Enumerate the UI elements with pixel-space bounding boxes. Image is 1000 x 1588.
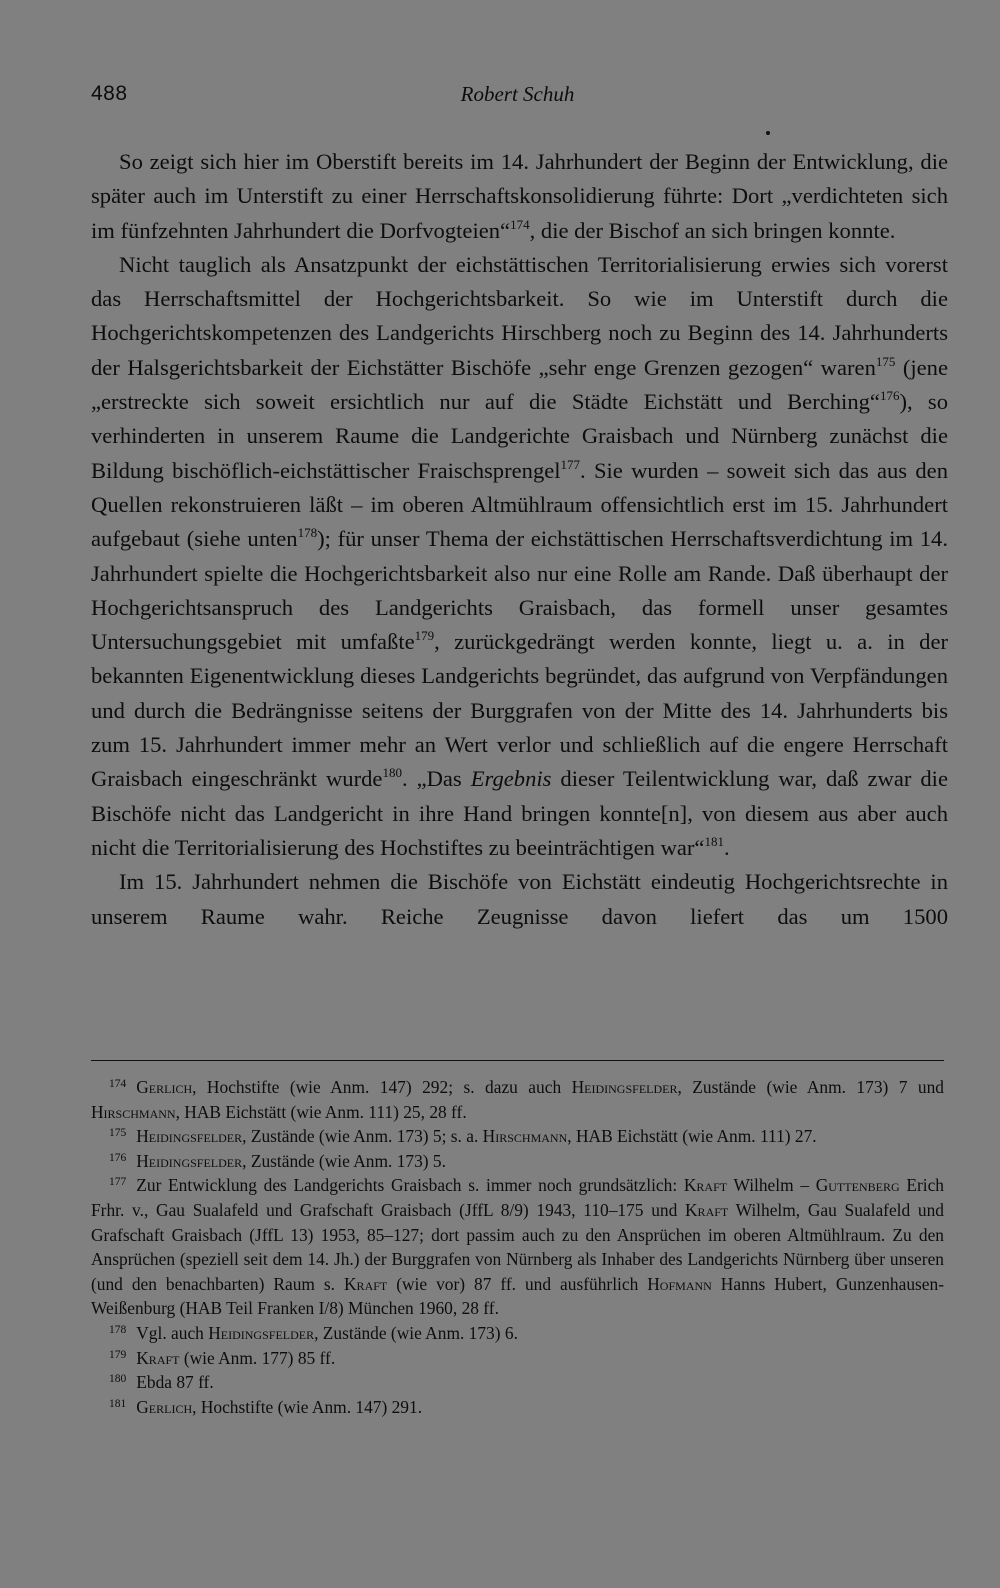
footnote-number: 181 (109, 1397, 127, 1410)
text-run: ), so verhinderten in unserem Raume die Landgerichte Graisbach und Nürnberg zunächst die Bildung bischöflich-eichstättischer Fraischsprengel (91, 389, 948, 483)
text-run: (wie Anm. 177) 85 ff. (179, 1347, 336, 1368)
text-run: dieser Teilentwicklung war, daß zwar die Bischöfe nicht das Landgericht in ihre Hand bringen konnte[n], von diesem aus aber auch nicht die Territorialisierung des Hochstiftes zu beeinträchtigen war“ (91, 766, 948, 860)
text-run: , zurückgedrängt werden konnte, liegt u. a. in der bekannten Eigenentwicklung dieses Landgerichts begründet, das aufgrund von Verpfändungen und durch die Bedrängnisse seitens der Burggrafen von der Mitte des 14. Jahrhunderts bis zum 15. Jahrhundert immer mehr an Wert verlor und schließlich auf die engere Herrschaft Graisbach eingeschränkt wurde (91, 629, 948, 792)
text-run: , HAB Eichstätt (wie Anm. 111) 25, 28 ff. (175, 1101, 467, 1122)
author-name: Hirschmann (91, 1101, 176, 1122)
footnote (91, 1346, 944, 1371)
text-run: . (723, 834, 730, 860)
footnote-number: 176 (109, 1151, 127, 1164)
text-run: , Hochstifte (wie Anm. 147) 292; s. dazu auch (192, 1077, 572, 1097)
footnote-ref: 177 (560, 456, 581, 472)
text-run: (wie vor) 87 ff. und ausführlich (387, 1273, 648, 1294)
footnote-number: 174 (109, 1078, 127, 1090)
author-name: Kraft (344, 1273, 388, 1294)
footnote-ref: 178 (297, 525, 318, 541)
author-name: Heidingsfelder (208, 1322, 315, 1343)
footnote-ref: 181 (704, 833, 724, 849)
author-name: Hirschmann (482, 1126, 568, 1147)
paragraph (91, 865, 948, 934)
text-run: . „Das (401, 766, 471, 792)
text-run: Hanns Hubert, Gunzenhausen-Weißenburg (HAB Teil Franken I/8) München 1960, 28 ff. (91, 1273, 944, 1319)
footnote-number: 177 (109, 1176, 127, 1189)
footnote-number: 175 (109, 1127, 127, 1140)
footnote-ref: 179 (414, 628, 435, 644)
author-name: Heidingsfelder (136, 1126, 243, 1147)
footnote (91, 1321, 944, 1346)
footnote (91, 1370, 944, 1395)
page-number: 488 (91, 82, 128, 105)
footnote (91, 1075, 944, 1124)
text-run: , HAB Eichstätt (wie Anm. 111) 27. (567, 1126, 817, 1147)
paragraph (91, 145, 948, 248)
footnote-ref: 176 (879, 388, 900, 404)
text-run: Nicht tauglich als Ansatzpunkt der eichstättischen Territorialisierung erwies sich vorerst das Herrschaftsmittel der Hochgerichtsbarkeit. So wie im Unterstift durch die Hochgerichtskompetenzen des Landgerichts Hirschberg noch zu Beginn des 14. Jahrhunderts der Halsgerichtsbarkeit der Eichstätter Bischöfe „sehr enge Grenzen gezogen“ waren (91, 251, 948, 380)
footnotes (91, 1075, 944, 1419)
text-run: Im 15. Jahrhundert nehmen die Bischöfe von Eichstätt eindeutig Hochgerichtsrechte in unserem Raume wahr. Reiche Zeugnisse davon liefert das um 1500 (91, 869, 948, 929)
text-run: Wilhelm, Gau Sualafeld und Grafschaft Graisbach (JffL 13) 1953, 85–127; dort passim auch zu den Ansprüchen im oberen Altmühlraum. Zu den Ansprüchen (speziell seit dem 14. Jh.) der Burggrafen von Nürnberg als Inhaber des Landgerichts Nürnberg über unseren (und den benachbarten) Raum s. (91, 1199, 944, 1294)
paragraph (91, 248, 948, 865)
footnote-ref: 175 (875, 353, 896, 369)
print-speck (766, 131, 770, 135)
page-header (91, 82, 944, 112)
footnote (91, 1173, 944, 1321)
text-run: Ebda 87 ff. (136, 1372, 214, 1393)
footnote (91, 1124, 944, 1149)
author-name: Heidingsfelder (136, 1150, 243, 1171)
text-run: , Zustände (wie Anm. 173) 7 und (677, 1077, 944, 1097)
text-run: Wilhelm – (727, 1175, 816, 1196)
text-run: (jene „erstreckte sich soweit ersichtlich nur auf die Städte Eichstätt und Berching“ (91, 354, 949, 415)
footnote (91, 1395, 944, 1420)
text-run: , Zustände (wie Anm. 173) 5. (242, 1150, 446, 1171)
footnote-ref: 174 (510, 216, 530, 232)
footnote (91, 1149, 944, 1174)
author-name: Hofmann (647, 1273, 712, 1294)
text-run: , die der Bischof an sich bringen konnte. (529, 217, 896, 243)
footnote-ref: 180 (382, 765, 402, 781)
footnote-number: 178 (109, 1323, 127, 1336)
text-run: Vgl. auch (136, 1322, 209, 1343)
main-text (91, 145, 948, 934)
author-name: Guttenberg (815, 1175, 900, 1196)
running-head-author: Robert Schuh (460, 82, 575, 106)
footnote-rule (91, 1060, 944, 1061)
footnote-number: 180 (109, 1373, 127, 1386)
author-name: Gerlich (136, 1396, 193, 1417)
author-name: Gerlich (136, 1077, 193, 1097)
author-name: Heidingsfelder (571, 1077, 678, 1097)
text-run: Zur Entwicklung des Landgerichts Graisbach s. immer noch grundsätzlich: (136, 1175, 684, 1196)
text-run: ); für unser Thema der eichstättischen Herrschaftsverdichtung im 14. Jahrhundert spielte die Hochgerichtsbarkeit also nur eine Rolle am Rande. Daß überhaupt der Hochgerichtsanspruch des Landgerichts Graisbach, das formell unser gesamtes Untersuchungsgebiet mit umfaßte (91, 526, 948, 655)
emphasis: Ergebnis (470, 766, 552, 792)
text-run: , Zustände (wie Anm. 173) 5; s. a. (242, 1126, 483, 1147)
text-run: . Sie wurden – soweit sich das aus den Quellen rekonstruieren läßt – im oberen Altmühlraum offensichtlich erst im 15. Jahrhundert aufgebaut (siehe unten (91, 457, 948, 552)
text-run: So zeigt sich hier im Oberstift bereits im 14. Jahrhundert der Beginn der Entwicklung, die später auch im Unterstift zu einer Herrschaftskonsolidierung führte: Dort „verdichteten sich im fünfzehnten Jahrhundert die Dorfvogteien“ (91, 149, 948, 243)
author-name: Kraft (683, 1175, 728, 1196)
text-run: , Zustände (wie Anm. 173) 6. (314, 1322, 518, 1343)
text-run: Erich Frhr. v., Gau Sualafeld und Grafschaft Graisbach (JffL 8/9) 1943, 110–175 und (91, 1175, 945, 1220)
footnote-number: 179 (109, 1348, 127, 1361)
text-run: , Hochstifte (wie Anm. 147) 291. (192, 1396, 423, 1417)
author-name: Kraft (136, 1347, 180, 1368)
author-name: Kraft (685, 1199, 729, 1220)
